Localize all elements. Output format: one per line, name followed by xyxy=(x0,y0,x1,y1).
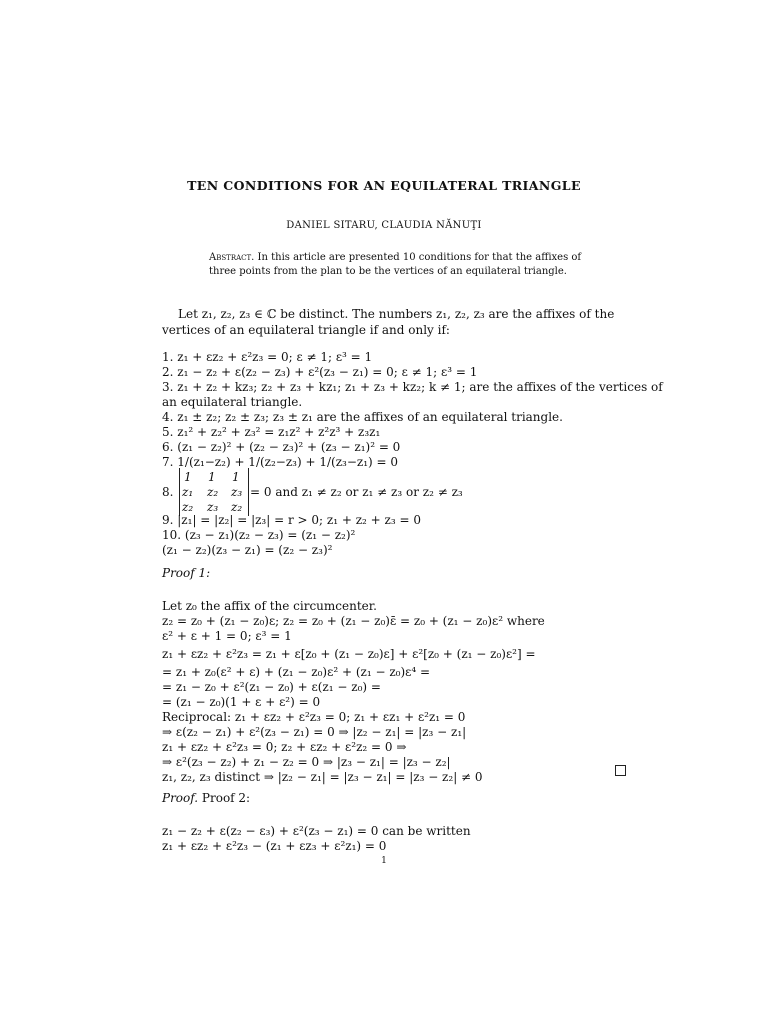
proof1-heading: Proof 1: xyxy=(162,566,211,580)
page-number: 1 xyxy=(381,856,387,866)
matrix-cell: z₂ xyxy=(207,485,219,499)
proof2-heading xyxy=(162,791,250,805)
proof1-line: z₁ + εz₂ + ε²z₃ = 0; z₂ + εz₂ + ε²z₂ = 0 ⇒ xyxy=(162,740,407,754)
condition-8-label: 8. xyxy=(162,485,174,499)
proof1-line: z₂ = z₀ + (z₁ − z₀)ε; z₂ = z₀ + (z₁ − z₀)ε̄ = z₀ + (z₁ − z₀)ε² where xyxy=(162,614,545,628)
qed-box-icon xyxy=(615,765,626,776)
proof1-line: ⇒ ε(z₂ − z₁) + ε²(z₃ − z₁) = 0 ⇒ |z₂ − z₁| = |z₃ − z₁| xyxy=(162,725,467,739)
condition-10-b: (z₁ − z₂)(z₃ − z₁) = (z₂ − z₃)² xyxy=(162,543,333,557)
proof2-title: Proof 2: xyxy=(198,791,251,805)
proof2-line: z₁ − z₂ + ε(z₂ − ε₃) + ε²(z₃ − z₁) = 0 can be written xyxy=(162,824,471,838)
condition-8-rest: = 0 and z₁ ≠ z₂ or z₁ ≠ z₃ or z₂ ≠ z₃ xyxy=(250,485,463,499)
proof2-line: z₁ + εz₂ + ε²z₃ − (z₁ + εz₃ + ε²z₁) = 0 xyxy=(162,839,387,853)
condition-5: 5. z₁² + z₂² + z₃² = z₁z² + z²z³ + z₃z₁ xyxy=(162,425,381,439)
determinant-matrix xyxy=(179,468,249,516)
proof1-line: ε² + ε + 1 = 0; ε³ = 1 xyxy=(162,629,292,643)
condition-3-cont: an equilateral triangle. xyxy=(162,395,303,409)
matrix-cell: z₃ xyxy=(231,485,243,499)
proof1-line: z₁ + εz₂ + ε²z₃ = z₁ + ε[z₀ + (z₁ − z₀)ε] + ε²[z₀ + (z₁ − z₀)ε²] = xyxy=(162,647,536,661)
proof2-label: Proof. xyxy=(162,791,199,805)
condition-2: 2. z₁ − z₂ + ε(z₂ − z₃) + ε²(z₃ − z₁) = 0; ε ≠ 1; ε³ = 1 xyxy=(162,365,478,379)
paper-title: TEN CONDITIONS FOR AN EQUILATERAL TRIANGLE xyxy=(187,178,581,193)
matrix-cell: 1 xyxy=(208,470,216,484)
condition-3: 3. z₁ + z₂ + kz₃; z₂ + z₃ + kz₁; z₁ + z₃ + kz₂; k ≠ 1; are the affixes of the vertices of xyxy=(162,380,663,394)
proof1-line: ⇒ ε²(z₃ − z₂) + z₁ − z₂ = 0 ⇒ |z₃ − z₁| = |z₃ − z₂| xyxy=(162,755,451,769)
condition-7: 7. 1/(z₁−z₂) + 1/(z₂−z₃) + 1/(z₃−z₁) = 0 xyxy=(162,455,399,469)
proof1-line: Let z₀ the affix of the circumcenter. xyxy=(162,599,377,613)
proof1-line: = z₁ − z₀ + ε²(z₁ − z₀) + ε(z₁ − z₀) = xyxy=(162,680,381,694)
matrix-cell: 1 xyxy=(232,470,240,484)
proof1-line: Reciprocal: z₁ + εz₂ + ε²z₃ = 0; z₁ + εz₁ + ε²z₁ = 0 xyxy=(162,710,466,724)
matrix-cell: z₂ xyxy=(182,500,194,514)
condition-10: 10. (z₃ − z₁)(z₂ − z₃) = (z₁ − z₂)² xyxy=(162,528,356,542)
paper-authors: DANIEL SITARU, CLAUDIA NĂNUŢI xyxy=(286,220,482,231)
abstract-label: Abstract. xyxy=(209,252,255,263)
condition-6: 6. (z₁ − z₂)² + (z₂ − z₃)² + (z₃ − z₁)² = 0 xyxy=(162,440,401,454)
condition-4: 4. z₁ ± z₂; z₂ ± z₃; z₃ ± z₁ are the affixes of an equilateral triangle. xyxy=(162,410,563,424)
intro-paragraph: Let z₁, z₂, z₃ ∈ ℂ be distinct. The numbers z₁, z₂, z₃ are the affixes of the vertices of an equilateral triangle if and only if: xyxy=(162,307,615,337)
abstract xyxy=(209,251,589,278)
matrix-cell: z₃ xyxy=(207,500,219,514)
proof1-line: = z₁ + z₀(ε² + ε) + (z₁ − z₀)ε² + (z₁ − z₀)ε⁴ = xyxy=(162,665,431,679)
condition-9: 9. |z₁| = |z₂| = |z₃| = r > 0; z₁ + z₂ + z₃ = 0 xyxy=(162,513,421,527)
proof1-line: z₁, z₂, z₃ distinct ⇒ |z₂ − z₁| = |z₃ − z₁| = |z₃ − z₂| ≠ 0 xyxy=(162,770,483,784)
matrix-cell: 1 xyxy=(184,470,192,484)
matrix-cell: z₁ xyxy=(182,485,194,499)
condition-1: 1. z₁ + εz₂ + ε²z₃ = 0; ε ≠ 1; ε³ = 1 xyxy=(162,350,373,364)
matrix-cell: z₂ xyxy=(231,500,243,514)
proof1-line: = (z₁ − z₀)(1 + ε + ε²) = 0 xyxy=(162,695,321,709)
abstract-text: In this article are presented 10 conditions for that the affixes of three points from the plan to be the vertices of an equilateral triangle. xyxy=(209,252,582,277)
